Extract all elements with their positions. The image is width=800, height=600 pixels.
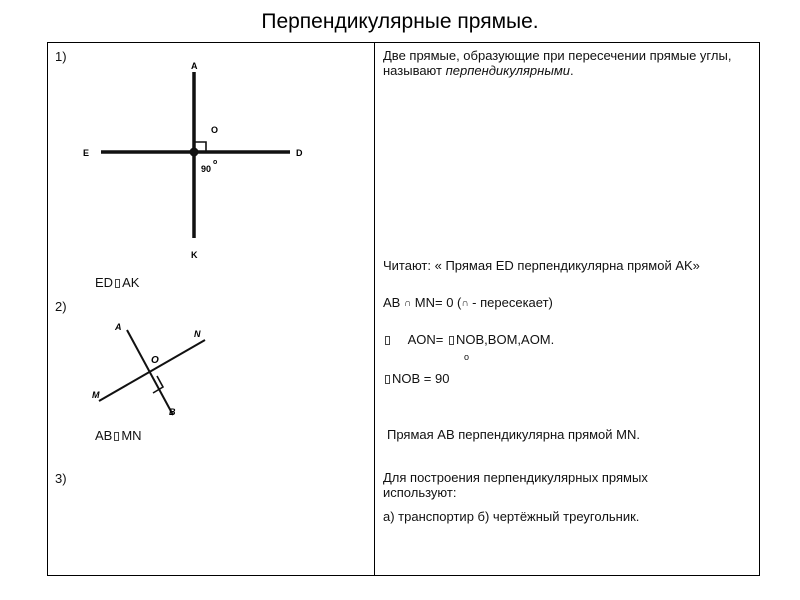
definition-text: Две прямые, образующие при пересечении прямые углы, называют перпендикулярными. [383, 48, 732, 78]
notation-2-left: AB [95, 428, 113, 443]
angles-equality: AON= NOB,BOM,AOM. [383, 332, 554, 347]
angle-icon [385, 375, 390, 384]
construction-text: Для построения перпендикулярных прямых используют: [383, 470, 648, 500]
label-O2: O [151, 355, 159, 366]
label-E: E [83, 148, 90, 158]
label-D: D [296, 148, 303, 158]
label-M2: M [92, 390, 100, 400]
item-1-number: 1) [55, 49, 67, 64]
intersection-text: AB ∩ MN= 0 (∩ - пересекает) [383, 295, 553, 310]
label-O: O [211, 125, 219, 135]
notation-1-left: ED [95, 275, 114, 290]
angle-icon [385, 336, 390, 345]
page-title: Перпендикулярные прямые. [261, 10, 539, 33]
perpendicular-icon [115, 279, 120, 288]
perpendicular-icon [114, 432, 119, 441]
right-angle-mark-2 [153, 376, 163, 393]
definition-term: перпендикулярными [445, 63, 571, 78]
label-N2: N [194, 329, 201, 339]
notation-1-right: AK [122, 275, 140, 290]
label-A: A [191, 61, 198, 71]
intersect-icon: ∩ [461, 298, 469, 309]
item-1-notation [95, 275, 139, 290]
line-MN [99, 340, 205, 401]
column-divider [374, 42, 375, 576]
item-2-notation [95, 428, 142, 443]
angle-degree-symbol: o [464, 352, 470, 362]
angle-label: 90 [201, 164, 212, 174]
label-A2: A [115, 322, 122, 332]
diagram-perpendicular-2 [85, 318, 230, 423]
item-3-number: 3) [55, 471, 67, 486]
line-AB [127, 330, 173, 415]
point-O [190, 148, 199, 157]
angle-icon [449, 336, 454, 345]
intersect-icon: ∩ [403, 298, 412, 309]
angle-degree: o [213, 159, 218, 166]
reading-text: Читают: « Прямая ED перпендикулярна прямой AK» [383, 258, 700, 273]
perpendicular-statement: Прямая AB перпендикулярна прямой MN. [387, 427, 640, 442]
notation-2-right: MN [121, 428, 142, 443]
tools-text: а) транспортир б) чертёжный треугольник. [383, 509, 640, 524]
label-B2: B [169, 407, 176, 417]
label-K: K [191, 250, 198, 260]
nob-value: NOB = 90 [383, 371, 449, 386]
item-2-number: 2) [55, 299, 67, 314]
diagram-perpendicular-1 [75, 55, 325, 265]
